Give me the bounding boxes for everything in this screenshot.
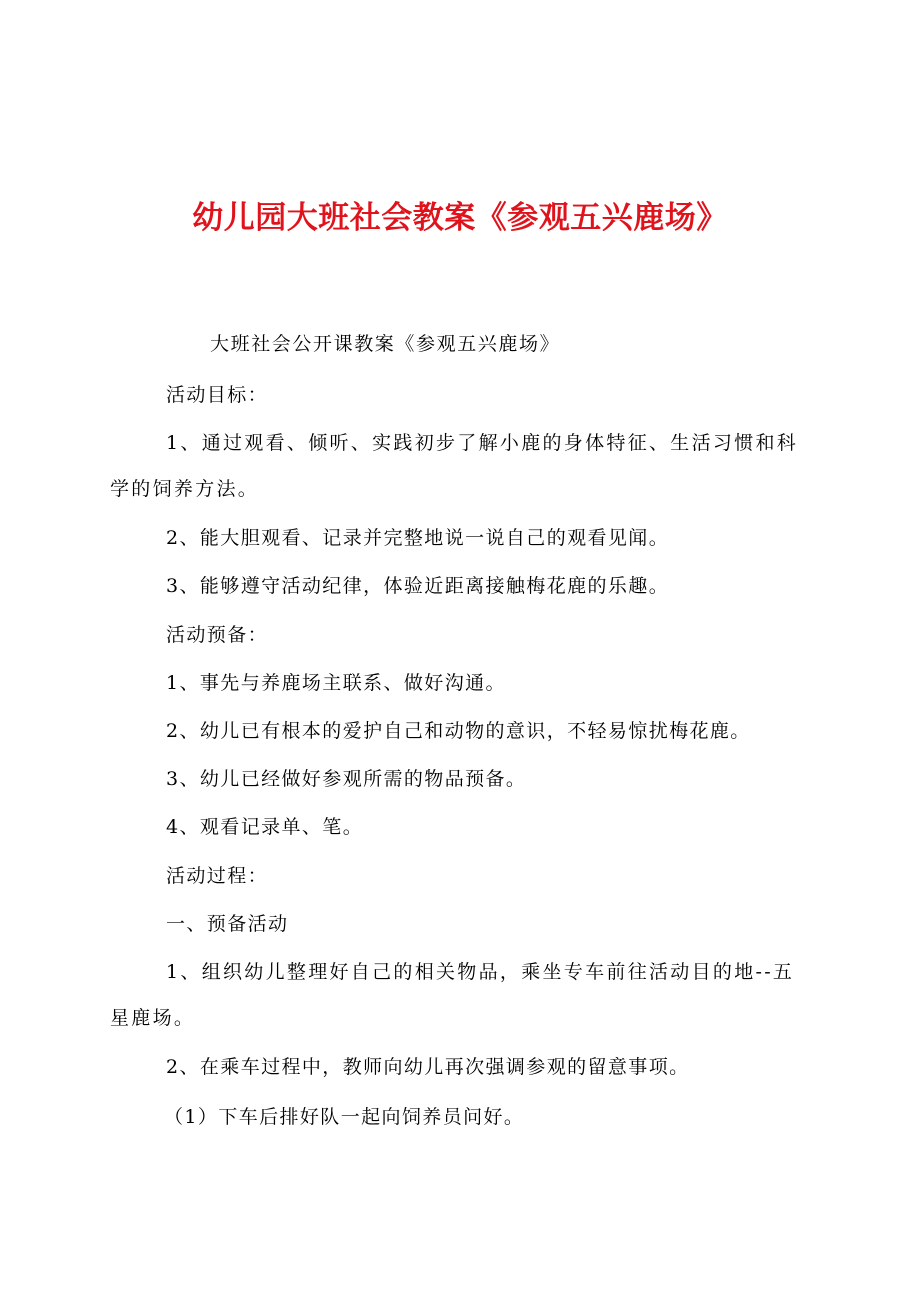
goal-item-2: 2、能大胆观看、记录并完整地说一说自己的观看见闻。 [166, 527, 670, 549]
document-subtitle: 大班社会公开课教案《参观五兴鹿场》 [210, 333, 561, 355]
goals-heading: 活动目标： [166, 384, 269, 406]
prep-heading: 活动预备： [166, 624, 269, 646]
process-step-2: 2、在乘车过程中，教师向幼儿再次强调参观的留意事项。 [166, 1056, 690, 1078]
section-heading-1: 一、预备活动 [166, 913, 289, 935]
document-title: 幼儿园大班社会教案《参观五兴鹿场》 [192, 200, 728, 236]
prep-item-1: 1、事先与养鹿场主联系、做好沟通。 [166, 672, 506, 694]
prep-item-2: 2、幼儿已有根本的爱护自己和动物的意识，不轻易惊扰梅花鹿。 [166, 720, 751, 742]
goal-item-3: 3、能够遵守活动纪律，体验近距离接触梅花鹿的乐趣。 [166, 575, 670, 597]
process-substep-1: （1）下车后排好队一起向饲养员问好。 [164, 1106, 525, 1128]
prep-item-4: 4、观看记录单、笔。 [166, 816, 364, 838]
process-step-1: 1、组织幼儿整理好自己的相关物品，乘坐专车前往活动目的地--五星鹿场。 [110, 961, 795, 1029]
prep-item-3: 3、幼儿已经做好参观所需的物品预备。 [166, 768, 527, 790]
goal-item-1: 1、通过观看、倾听、实践初步了解小鹿的身体特征、生活习惯和科学的饲养方法。 [110, 432, 799, 500]
process-heading: 活动过程： [166, 865, 269, 887]
